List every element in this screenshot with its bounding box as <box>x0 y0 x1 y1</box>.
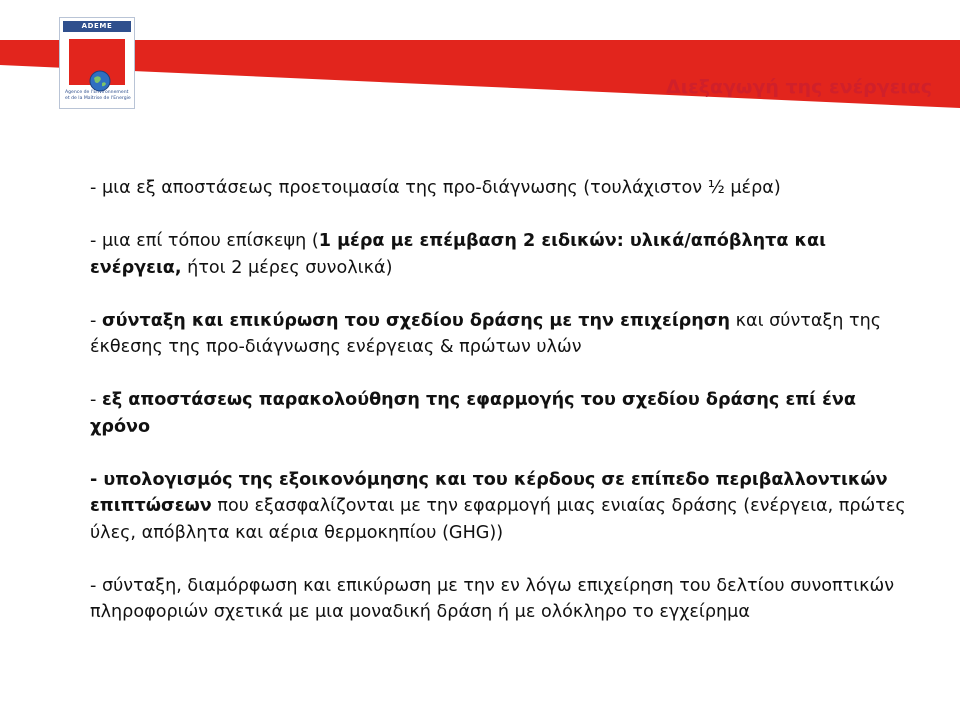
paragraph-segment: - <box>90 310 102 331</box>
paragraph-segment: - σύνταξη, διαμόρφωση και επικύρωση με την εν λόγω επιχείρηση του δελτίου συνοπτικών πληροφοριών σχετικά με μια μοναδική δράση ή με ολόκληρο το εγχείρημα <box>90 575 895 622</box>
bullet-paragraph <box>90 573 910 626</box>
paragraph-segment: που εξασφαλίζονται με την εφαρμογή μιας ενιαίας δράσης (ενέργεια, πρώτες ύλες, απόβλητα και αέρια θερμοκηπίου (GHG)) <box>90 496 906 543</box>
bullet-paragraph <box>90 175 910 202</box>
slide-body <box>90 175 910 626</box>
logo-caption-line-2: et de la Maîtrise de l'Energie <box>65 96 131 101</box>
slide-title: Διεξαγωγή της ενέργειας <box>666 76 932 98</box>
bullet-paragraph <box>90 467 910 547</box>
globe-icon <box>89 70 111 92</box>
paragraph-segment-bold: 1 μέρα με επέμβαση 2 ειδικών: υλικά/απόβλητα και ενέργεια, <box>90 231 826 278</box>
paragraph-segment: ήτοι 2 μέρες συνολικά) <box>181 257 393 278</box>
bullet-paragraph <box>90 308 910 361</box>
bullet-paragraph <box>90 228 910 281</box>
logo-caption <box>65 90 133 102</box>
logo-caption-line-1: Agence de l'Environnement <box>65 90 129 95</box>
paragraph-segment-bold: εξ αποστάσεως παρακολούθηση της εφαρμογής του σχεδίου δράσης επί ένα χρόνο <box>90 390 857 437</box>
bullet-paragraph <box>90 387 910 440</box>
paragraph-segment-bold: - υπολογισμός της εξοικονόμησης και του κέρδους σε επίπεδο περιβαλλοντικών επιπτώσεων <box>90 469 888 516</box>
ademe-logo <box>59 17 135 109</box>
paragraph-segment: - μια επί τόπου επίσκεψη ( <box>90 231 319 251</box>
paragraph-segment: - μια εξ αποστάσεως προετοιμασία της προ-διάγνωσης (τουλάχιστον ½ μέρα) <box>90 178 781 198</box>
logo-wordmark: ADEME <box>63 21 131 32</box>
paragraph-segment: και σύνταξη της έκθεσης της προ-διάγνωσης ενέργειας & πρώτων υλών <box>90 310 882 357</box>
paragraph-segment-bold: σύνταξη και επικύρωση του σχεδίου δράσης με την επιχείρηση <box>101 310 731 331</box>
paragraph-segment: - <box>90 390 102 410</box>
